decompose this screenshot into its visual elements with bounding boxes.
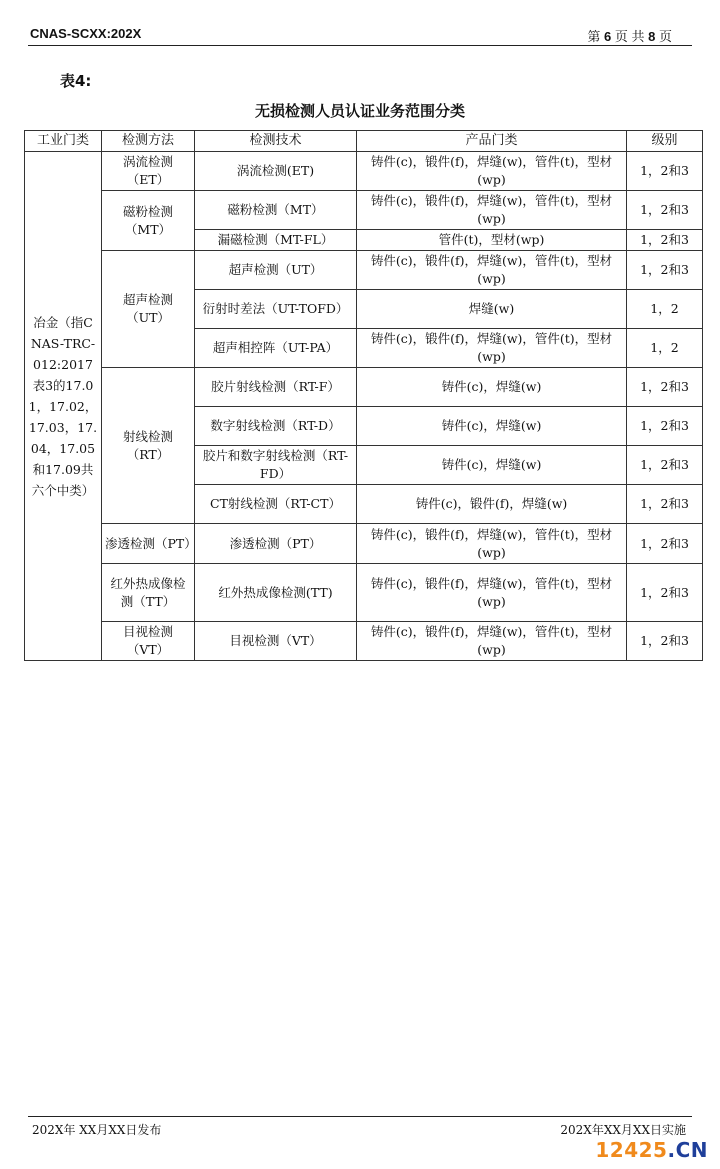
document-code: CNAS-SCXX:202X xyxy=(30,26,142,41)
footer-rule xyxy=(28,1116,692,1117)
products-cell: 铸件(c)，锻件(f)，焊缝(w)，管件(t)，型材(wp) xyxy=(357,622,627,661)
site-watermark xyxy=(595,1138,708,1162)
technique-cell: CT射线检测（RT-CT） xyxy=(195,485,357,524)
technique-cell: 胶片和数字射线检测（RT-FD） xyxy=(195,446,357,485)
method-cell: 目视检测（VT） xyxy=(102,622,195,661)
level-cell: 1，2 xyxy=(627,329,703,368)
industry-cell: 冶金（指CNAS-TRC-012:2017表3的17.01，17.02，17.03，17.04，17.05和17.09共六个中类） xyxy=(25,152,102,661)
method-cell: 磁粉检测（MT） xyxy=(102,191,195,251)
table-row xyxy=(25,191,703,230)
level-cell: 1，2和3 xyxy=(627,524,703,564)
page-suffix: 页 xyxy=(658,29,672,44)
technique-cell: 渗透检测（PT） xyxy=(195,524,357,564)
technique-cell: 红外热成像检测(TT) xyxy=(195,564,357,622)
level-cell: 1，2和3 xyxy=(627,191,703,230)
scope-table xyxy=(24,130,703,661)
col-header-level: 级别 xyxy=(627,131,703,152)
table-title: 无损检测人员认证业务范围分类 xyxy=(254,102,465,120)
page-prefix: 第 xyxy=(587,29,601,44)
table-label: 表4: xyxy=(60,72,92,90)
method-cell: 超声检测（UT） xyxy=(102,251,195,368)
col-header-products: 产品门类 xyxy=(357,131,627,152)
products-cell: 铸件(c)，锻件(f)，焊缝(w)，管件(t)，型材(wp) xyxy=(357,152,627,191)
page-mid: 页 共 xyxy=(614,29,645,44)
level-cell: 1，2和3 xyxy=(627,446,703,485)
publish-date: 202X年 XX月XX日发布 xyxy=(32,1123,162,1137)
level-cell: 1，2和3 xyxy=(627,622,703,661)
effective-date: 202X年XX月XX日实施 xyxy=(560,1123,686,1137)
table-row xyxy=(25,368,703,407)
products-cell: 铸件(c)，锻件(f)，焊缝(w)，管件(t)，型材(wp) xyxy=(357,191,627,230)
technique-cell: 超声检测（UT） xyxy=(195,251,357,290)
products-cell: 铸件(c)，焊缝(w) xyxy=(357,407,627,446)
technique-cell: 超声相控阵（UT-PA） xyxy=(195,329,357,368)
method-cell: 射线检测（RT） xyxy=(102,368,195,524)
technique-cell: 数字射线检测（RT-D） xyxy=(195,407,357,446)
page-number: 6 xyxy=(604,29,612,44)
technique-cell: 胶片射线检测（RT-F） xyxy=(195,368,357,407)
level-cell: 1，2和3 xyxy=(627,230,703,251)
total-pages: 8 xyxy=(648,29,656,44)
page-indicator xyxy=(587,26,672,45)
technique-cell: 涡流检测(ET) xyxy=(195,152,357,191)
watermark-suffix: .CN xyxy=(667,1138,708,1162)
table-row xyxy=(25,251,703,290)
technique-cell: 衍射时差法（UT-TOFD） xyxy=(195,290,357,329)
products-cell: 铸件(c)，锻件(f)，焊缝(w)，管件(t)，型材(wp) xyxy=(357,251,627,290)
method-cell: 渗透检测（PT） xyxy=(102,524,195,564)
method-cell: 红外热成像检测（TT） xyxy=(102,564,195,622)
level-cell: 1，2 xyxy=(627,290,703,329)
col-header-technique: 检测技术 xyxy=(195,131,357,152)
level-cell: 1，2和3 xyxy=(627,564,703,622)
level-cell: 1，2和3 xyxy=(627,407,703,446)
col-header-method: 检测方法 xyxy=(102,131,195,152)
products-cell: 铸件(c)，焊缝(w) xyxy=(357,446,627,485)
products-cell: 铸件(c)，锻件(f)，焊缝(w)，管件(t)，型材(wp) xyxy=(357,329,627,368)
table-row xyxy=(25,564,703,622)
header-rule xyxy=(28,45,692,46)
products-cell: 铸件(c)，锻件(f)，焊缝(w)，管件(t)，型材(wp) xyxy=(357,524,627,564)
products-cell: 管件(t)，型材(wp) xyxy=(357,230,627,251)
col-header-industry: 工业门类 xyxy=(25,131,102,152)
technique-cell: 磁粉检测（MT） xyxy=(195,191,357,230)
technique-cell: 漏磁检测（MT-FL） xyxy=(195,230,357,251)
method-cell: 涡流检测（ET） xyxy=(102,152,195,191)
level-cell: 1，2和3 xyxy=(627,152,703,191)
level-cell: 1，2和3 xyxy=(627,251,703,290)
level-cell: 1，2和3 xyxy=(627,485,703,524)
table-row xyxy=(25,524,703,564)
products-cell: 焊缝(w) xyxy=(357,290,627,329)
table-row xyxy=(25,622,703,661)
watermark-digits: 12425 xyxy=(595,1138,668,1162)
products-cell: 铸件(c)，锻件(f)，焊缝(w)，管件(t)，型材(wp) xyxy=(357,564,627,622)
products-cell: 铸件(c)，锻件(f)，焊缝(w) xyxy=(357,485,627,524)
technique-cell: 目视检测（VT） xyxy=(195,622,357,661)
level-cell: 1，2和3 xyxy=(627,368,703,407)
products-cell: 铸件(c)，焊缝(w) xyxy=(357,368,627,407)
table-row xyxy=(25,152,703,191)
